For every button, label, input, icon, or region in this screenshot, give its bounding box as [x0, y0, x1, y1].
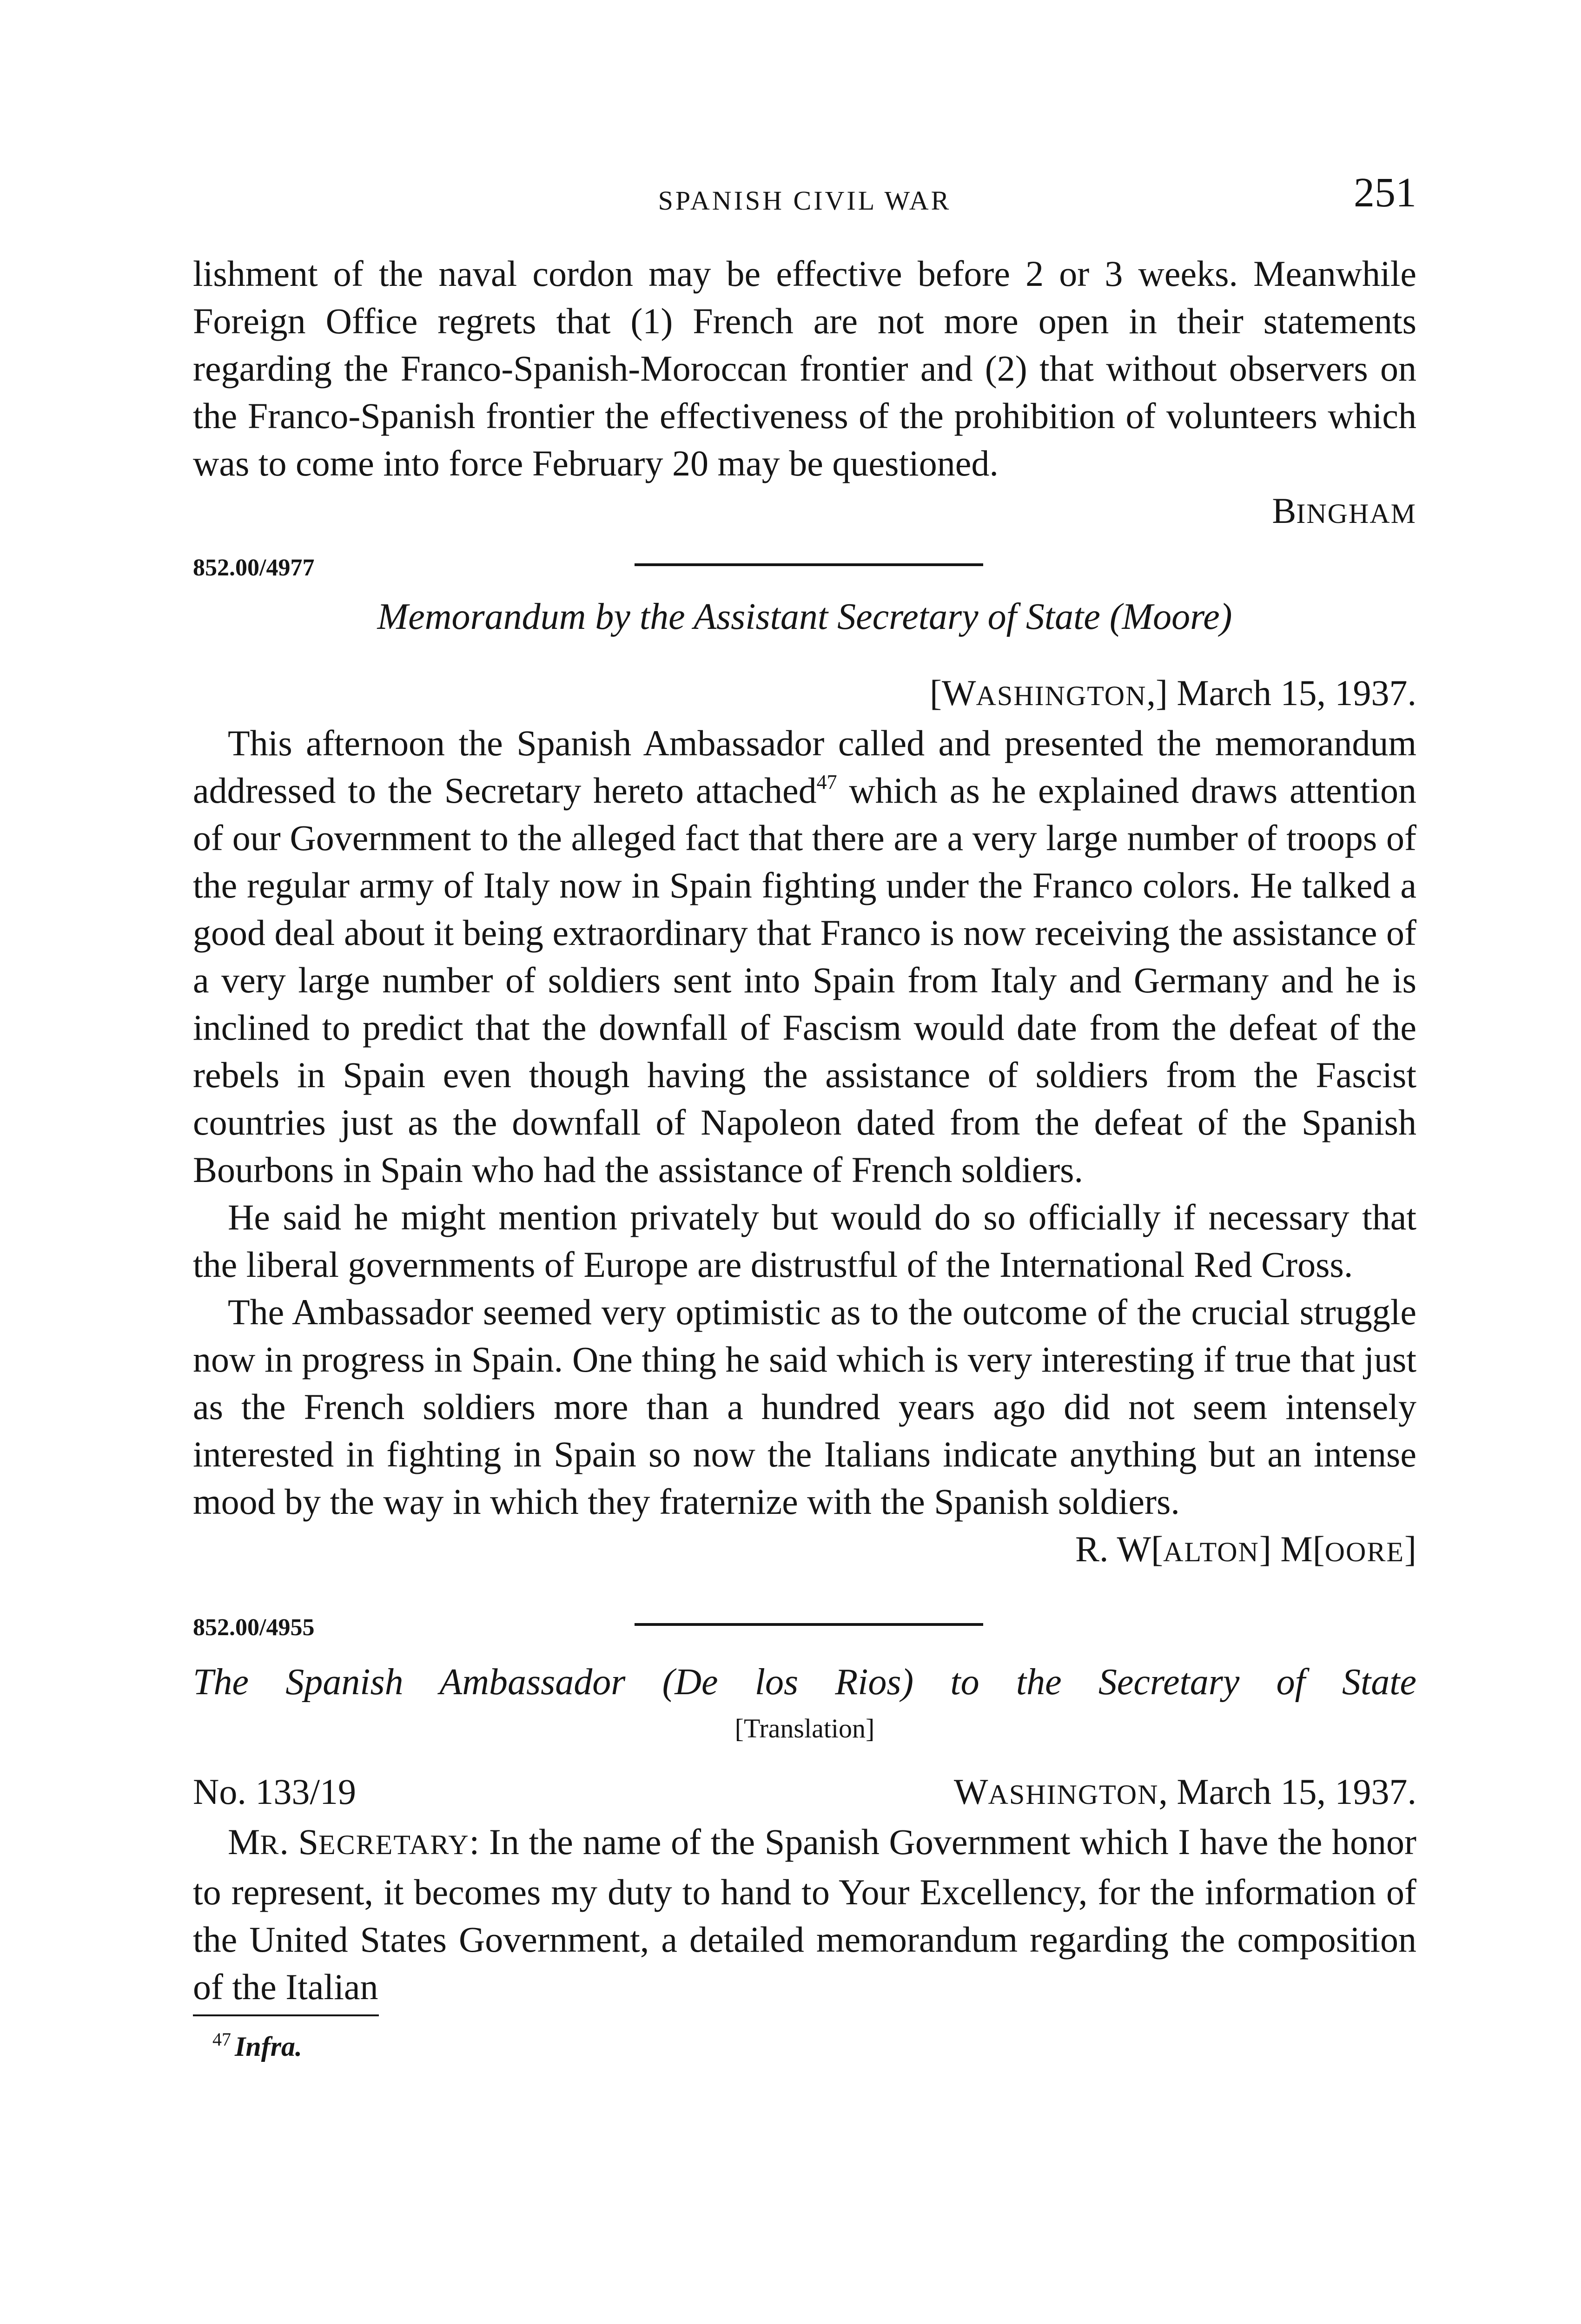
footnote-divider [193, 2014, 379, 2016]
file-number: 852.00/4977 [193, 555, 315, 581]
footnote [212, 2028, 1416, 2063]
footnote-text: Infra. [235, 2031, 303, 2062]
signature-bingham [193, 487, 1416, 537]
dateline [193, 669, 1416, 720]
section-divider [635, 563, 983, 566]
page-number: 251 [1354, 170, 1416, 216]
salutation-part: . [279, 1822, 298, 1862]
letter-text: In the name of the Spanish Government which I have the honor to represent, it becomes my duty to hand to Your Excellency, for the information of the United States Government, a detailed memorandum regarding the composition of the Italian [193, 1822, 1416, 2007]
salutation-smallcaps: ECRETARY [318, 1829, 470, 1860]
document-heading: The Spanish Ambassador (De los Rios) to the Secretary of State [193, 1662, 1416, 1703]
file-number-row [193, 554, 1416, 587]
salutation-smallcaps: R [260, 1829, 280, 1860]
memo-paragraph-1-text-b: which as he explained draws attention of our Government to the alleged fact that there are a very large number of troops of the regular army of Italy now in Spain fighting under the Franco colors. He talked a good deal about it being extraordinary that Franco is now receiving the assistance of a very large number of soldiers sent into Spain from Italy and Germany and he is inclined to predict that the downfall of Fascism would date from the defeat of the rebels in Spain even though having the assistance of soldiers from the Fascist countries just as the downfall of Napoleon dated from the defeat of the Spanish Bourbons in Spain who had the assistance of French soldiers. [193, 770, 1416, 1190]
memo-paragraph-2: He said he might mention privately but would do so officially if necessary that the liberal governments of Europe are distrustful of the International Red Cross. [193, 1197, 1416, 1285]
dateline-date: , March 15, 1937. [1158, 1771, 1416, 1812]
signature-part: ] [1404, 1529, 1416, 1569]
salutation-part: M [228, 1822, 260, 1862]
dateline-initial: W [953, 1771, 988, 1812]
signature-part: R. W[ [1075, 1529, 1164, 1569]
document-page [193, 172, 1416, 2063]
signature-smallcaps: ALTON [1163, 1537, 1259, 1567]
letter-paragraph [193, 1818, 1416, 2011]
salutation-part: S [298, 1822, 318, 1862]
memo-paragraph-3: The Ambassador seemed very optimistic as to the outcome of the crucial struggle now in progress in Spain. One thing he said which is very interesting if true that just as the French soldiers more than a hundred years ago did not seem intensely interested in fighting in Spain so now the Italians indicate anything but an intense mood by the way in which they fraternize with the Spanish soldiers. [193, 1292, 1416, 1522]
dateline-city: ASHINGTON [988, 1779, 1159, 1810]
memo-paragraph-1 [193, 720, 1416, 1194]
salutation-part: : [469, 1822, 480, 1862]
signature-smallcaps: INGHAM [1296, 498, 1416, 529]
signature-moore [193, 1525, 1416, 1576]
file-number-row [193, 1614, 1416, 1646]
footnote-mark: 47 [212, 2029, 231, 2050]
dateline [954, 1768, 1416, 1818]
file-number: 852.00/4955 [193, 1614, 315, 1641]
document-number: No. 133/19 [193, 1771, 356, 1812]
page-header [193, 172, 1416, 232]
number-dateline-row [193, 1768, 1416, 1818]
memo-paragraph-1-text-a: This afternoon the Spanish Ambassador called and presented the memorandum addressed to the Secretary hereto attached [193, 723, 1416, 811]
signature-initial: B [1272, 490, 1297, 531]
document-heading: Memorandum by the Assistant Secretary of State (Moore) [377, 596, 1232, 637]
dateline-date: ,] March 15, 1937. [1146, 673, 1416, 713]
footnote-reference: 47 [816, 771, 837, 793]
signature-smallcaps: OORE [1324, 1537, 1405, 1567]
continued-paragraph: lishment of the naval cordon may be effective before 2 or 3 weeks. Meanwhile Foreign Office regrets that (1) French are not more open in their statements regarding the Franco-Spanish-Moroccan frontier and (2) that without observers on the Franco-Spanish frontier the effectiveness of the prohibition of volunteers which was to come into force February 20 may be questioned. [193, 253, 1416, 483]
signature-part: ] M[ [1259, 1529, 1325, 1569]
section-divider [635, 1623, 983, 1626]
dateline-city: ASHINGTON [976, 680, 1147, 711]
dateline-open: [W [929, 673, 976, 713]
translation-note: [Translation] [734, 1713, 875, 1743]
running-title: SPANISH CIVIL WAR [658, 185, 952, 216]
